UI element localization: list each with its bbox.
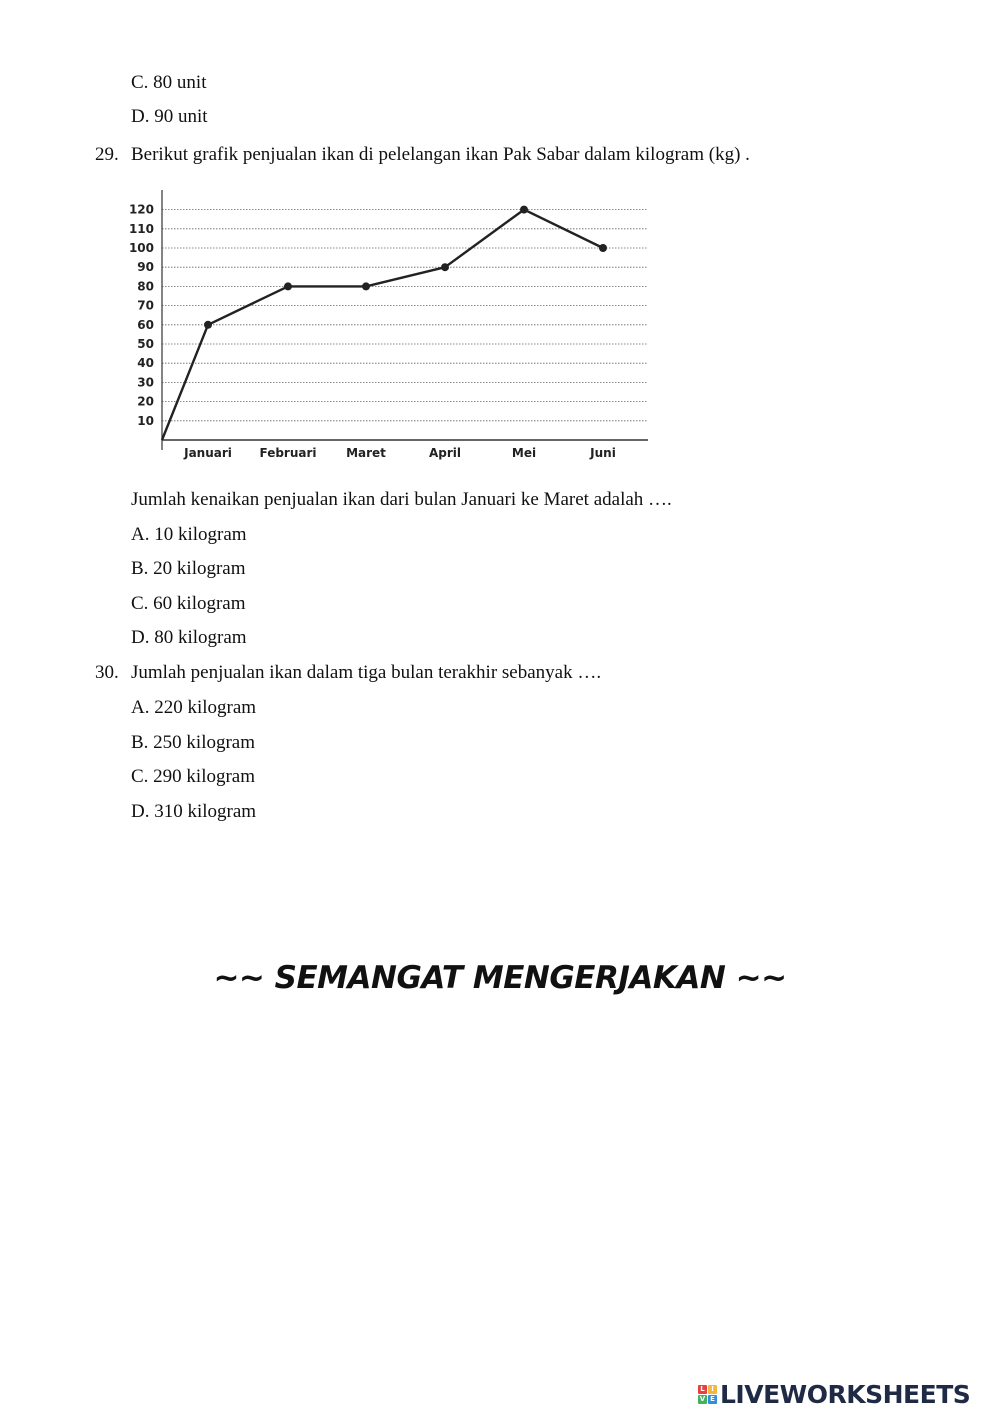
liveworksheets-logo[interactable] [698,1379,970,1409]
question-29-text: Berikut grafik penjualan ikan di pelelangan ikan Pak Sabar dalam kilogram (kg) . [131,144,750,165]
x-tick-label: Juni [590,446,616,460]
x-tick-label: Maret [346,446,386,460]
question-29-option-c: C. 60 kilogram [131,593,246,614]
banner-text: ~~ SEMANGAT MENGERJAKAN ~~ [213,960,787,996]
y-tick-label: 40 [137,356,154,371]
prev-option-c: C. 80 unit [131,72,207,93]
logo-text: LIVEWORKSHEETS [720,1379,971,1409]
prev-option-d: D. 90 unit [131,106,208,127]
x-tick-label: Februari [259,446,317,460]
data-point [520,206,528,214]
data-point [284,282,292,290]
y-tick-label: 80 [137,279,154,294]
y-tick-label: 110 [128,221,154,236]
y-tick-label: 50 [137,337,154,351]
liveworksheets-logo-icon [698,1385,717,1404]
question-30-text: Jumlah penjualan ikan dalam tiga bulan terakhir sebanyak …. [131,662,602,683]
logo-icon-letter: V [699,1394,706,1403]
y-tick-label: 20 [137,394,154,409]
question-30-option-c: C. 290 kilogram [131,766,256,787]
data-point [441,263,449,271]
data-point [362,282,370,290]
logo-icon-letter: I [708,1385,717,1394]
question-29-option-a: A. 10 kilogram [131,524,247,545]
question-30-option-a: A. 220 kilogram [131,697,257,718]
y-tick-label: 70 [137,298,154,313]
y-tick-label: 90 [137,260,154,275]
data-point [204,321,212,329]
logo-icon-letter: L [698,1385,707,1394]
question-30-option-d: D. 310 kilogram [131,801,257,822]
question-29-number: 29. [95,144,119,165]
question-29-option-b: B. 20 kilogram [131,558,246,579]
x-tick-label: Januari [184,446,232,460]
question-29-follow-up: Jumlah kenaikan penjualan ikan dari bulan Januari ke Maret adalah …. [131,489,672,510]
data-point [599,244,607,252]
question-29-option-d: D. 80 kilogram [131,627,247,648]
x-tick-label: Mei [511,446,537,460]
y-tick-label: 60 [137,317,154,332]
x-tick-label: April [428,446,462,460]
question-30-number: 30. [95,662,119,683]
y-tick-label: 10 [137,413,154,428]
y-tick-label: 30 [137,375,154,390]
y-tick-label: 100 [128,241,154,255]
logo-icon-letter: E [708,1395,717,1404]
sales-line-chart [110,180,670,480]
question-30-option-b: B. 250 kilogram [131,732,256,753]
y-tick-label: 120 [128,202,154,217]
